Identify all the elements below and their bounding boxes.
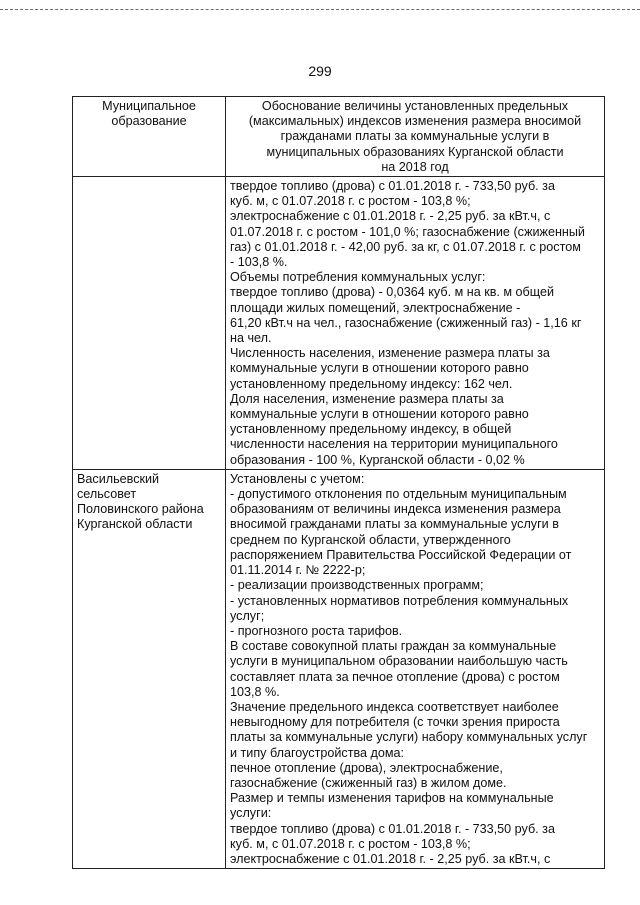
text-line: - допустимого отклонения по отдельным муниципальным: [230, 487, 567, 502]
text-line: услуг;: [230, 608, 265, 623]
text-line: 01.07.2018 г. с ростом - 101,0 %; газоснабжение (сжиженный: [230, 224, 585, 239]
text-line: и типу благоустройства дома:: [230, 745, 405, 760]
text-line: Размер и темпы изменения тарифов на коммунальные: [230, 791, 554, 806]
text-line: Объемы потребления коммунальных услуг:: [230, 270, 486, 285]
text-line: (максимальных) индексов изменения размера вносимой: [248, 114, 582, 129]
text-line: Васильевский: [77, 471, 160, 486]
text-line: сельсовет: [77, 487, 137, 502]
justification-table: [72, 96, 605, 869]
municipality-cell: [73, 177, 226, 470]
text-line: 103,8 %.: [230, 684, 280, 699]
text-line: Установлены с учетом:: [230, 471, 365, 486]
cell-lines: [230, 472, 600, 867]
cell-lines: [230, 99, 600, 175]
text-line: 61,20 кВт.ч на чел., газоснабжение (сжиженный газ) - 1,16 кг: [230, 315, 582, 330]
text-line: коммунальные услуги в отношении которого равно: [230, 407, 529, 422]
header-justification: [226, 97, 605, 177]
justification-cell: [226, 177, 605, 470]
text-line: образованиям от величины индекса изменения размера: [230, 502, 561, 517]
cell-lines: [77, 472, 221, 533]
text-line: невыгодному для потребителя (с точки зрения прироста: [230, 715, 560, 730]
text-line: установленному предельному индексу: 162 чел.: [230, 376, 513, 391]
page-number: 299: [308, 63, 332, 79]
text-line: услуги в муниципальном образовании наибольшую часть: [230, 654, 568, 669]
text-line: Значение предельного индекса соответствует наиболее: [230, 699, 559, 714]
table-header-row: [73, 97, 605, 177]
text-line: печное отопление (дрова), электроснабжение,: [230, 760, 503, 775]
text-line: твердое топливо (дрова) - 0,0364 куб. м на кв. м общей: [230, 285, 555, 300]
text-line: распоряжением Правительства Российской Федерации от: [230, 547, 572, 562]
text-line: - установленных нормативов потребления коммунальных: [230, 593, 569, 608]
header-municipality: [73, 97, 226, 177]
text-line: гражданами платы за коммунальные услуги в: [280, 129, 550, 144]
table-row: [73, 469, 605, 868]
text-line: В составе совокупной платы граждан за коммунальные: [230, 639, 557, 654]
text-line: Доля населения, изменение размера платы за: [230, 391, 504, 406]
text-line: - 103,8 %.: [230, 255, 288, 270]
text-line: коммунальные услуги в отношении которого равно: [230, 361, 529, 376]
table-row: [73, 177, 605, 470]
text-line: твердое топливо (дрова) с 01.01.2018 г. - 733,50 руб. за: [230, 821, 555, 836]
text-line: электроснабжение с 01.01.2018 г. - 2,25 руб. за кВт.ч, с: [230, 209, 551, 224]
text-line: составляет плата за печное отопление (дрова) с ростом: [230, 669, 560, 684]
text-line: Половинского района: [77, 502, 204, 517]
cell-lines: [77, 99, 221, 129]
text-line: - прогнозного роста тарифов.: [230, 623, 403, 638]
text-line: вносимой гражданами платы за коммунальные услуги в: [230, 517, 559, 532]
text-line: 01.11.2014 г. № 2222-р;: [230, 563, 366, 578]
text-line: установленному предельному индексу, в общей: [230, 422, 512, 437]
text-line: куб. м, с 01.07.2018 г. с ростом - 103,8 %;: [230, 194, 471, 209]
text-line: - реализации производственных программ;: [230, 578, 484, 593]
text-line: Численность населения, изменение размера платы за: [230, 346, 550, 361]
text-line: Обоснование величины установленных предельных: [261, 99, 569, 113]
text-line: куб. м, с 01.07.2018 г. с ростом - 103,8 %;: [230, 836, 471, 851]
text-line: Курганской области: [77, 517, 193, 532]
text-line: услуги:: [230, 806, 272, 821]
text-line: среднем по Курганской области, утвержденного: [230, 532, 511, 547]
top-scan-border: [0, 9, 640, 10]
text-line: газ) с 01.01.2018 г. - 42,00 руб. за кг, с 01.07.2018 г. с ростом: [230, 239, 581, 254]
text-line: Муниципальное: [102, 99, 196, 113]
municipality-cell: [73, 469, 226, 868]
text-line: образование: [111, 114, 187, 129]
text-line: образования - 100 %, Курганской области - 0,02 %: [230, 452, 525, 467]
text-line: численности населения на территории муниципального: [230, 437, 558, 452]
text-line: газоснабжение (сжиженный газ) в жилом доме.: [230, 775, 507, 790]
text-line: муниципальных образованиях Курганской области: [266, 144, 564, 159]
text-line: площади жилых помещений, электроснабжение -: [230, 300, 521, 315]
text-line: на 2018 год: [381, 159, 449, 174]
text-line: платы за коммунальные услуги) набору коммунальных услуг: [230, 730, 588, 745]
text-line: электроснабжение с 01.01.2018 г. - 2,25 руб. за кВт.ч, с: [230, 851, 551, 866]
justification-cell: [226, 469, 605, 868]
text-line: твердое топливо (дрова) с 01.01.2018 г. - 733,50 руб. за: [230, 179, 555, 194]
cell-lines: [230, 179, 600, 468]
text-line: на чел.: [230, 331, 272, 346]
